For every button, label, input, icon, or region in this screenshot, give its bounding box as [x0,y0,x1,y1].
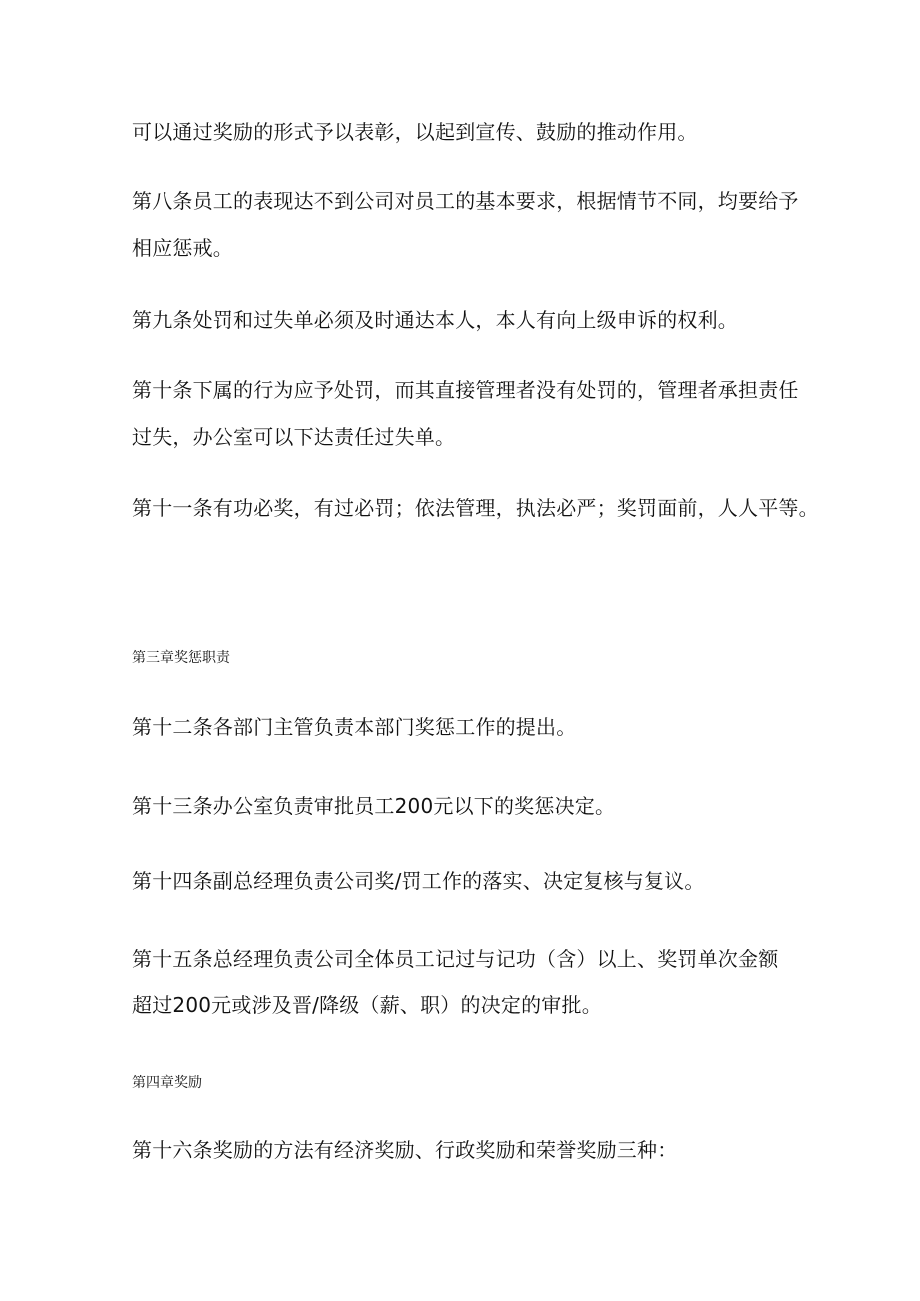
article-13: 第十三条办公室负责审批员工200元以下的奖惩决定。 [132,794,616,818]
paragraph-line: 可以通过奖励的形式予以表彰，以起到宣传、鼓励的推动作用。 [132,120,698,144]
article-10-line-1: 第十条下属的行为应予处罚，而其直接管理者没有处罚的，管理者承担责任 [132,378,799,402]
article-15-line-1: 第十五条总经理负责公司全体员工记过与记功（含）以上、奖罚单次金额 [132,947,779,971]
article-8-line-1: 第八条员工的表现达不到公司对员工的基本要求，根据情节不同，均要给予 [132,189,799,213]
article-14: 第十四条副总经理负责公司奖/罚工作的落实、决定复核与复议。 [132,869,705,893]
article-16: 第十六条奖励的方法有经济奖励、行政奖励和荣誉奖励三种： [132,1138,678,1162]
article-11: 第十一条有功必奖，有过必罚；依法管理，执法必严；奖罚面前，人人平等。 [132,496,819,520]
article-12: 第十二条各部门主管负责本部门奖惩工作的提出。 [132,715,577,739]
article-15-line-2: 超过200元或涉及晋/降级（薪、职）的决定的审批。 [132,993,602,1017]
article-9: 第九条处罚和过失单必须及时通达本人，本人有向上级申诉的权利。 [132,308,738,332]
chapter-4-heading: 第四章奖励 [132,1075,202,1091]
article-8-line-2: 相应惩戒。 [132,236,233,260]
article-10-line-2: 过失，办公室可以下达责任过失单。 [132,425,456,449]
chapter-3-heading: 第三章奖惩职责 [132,650,230,666]
